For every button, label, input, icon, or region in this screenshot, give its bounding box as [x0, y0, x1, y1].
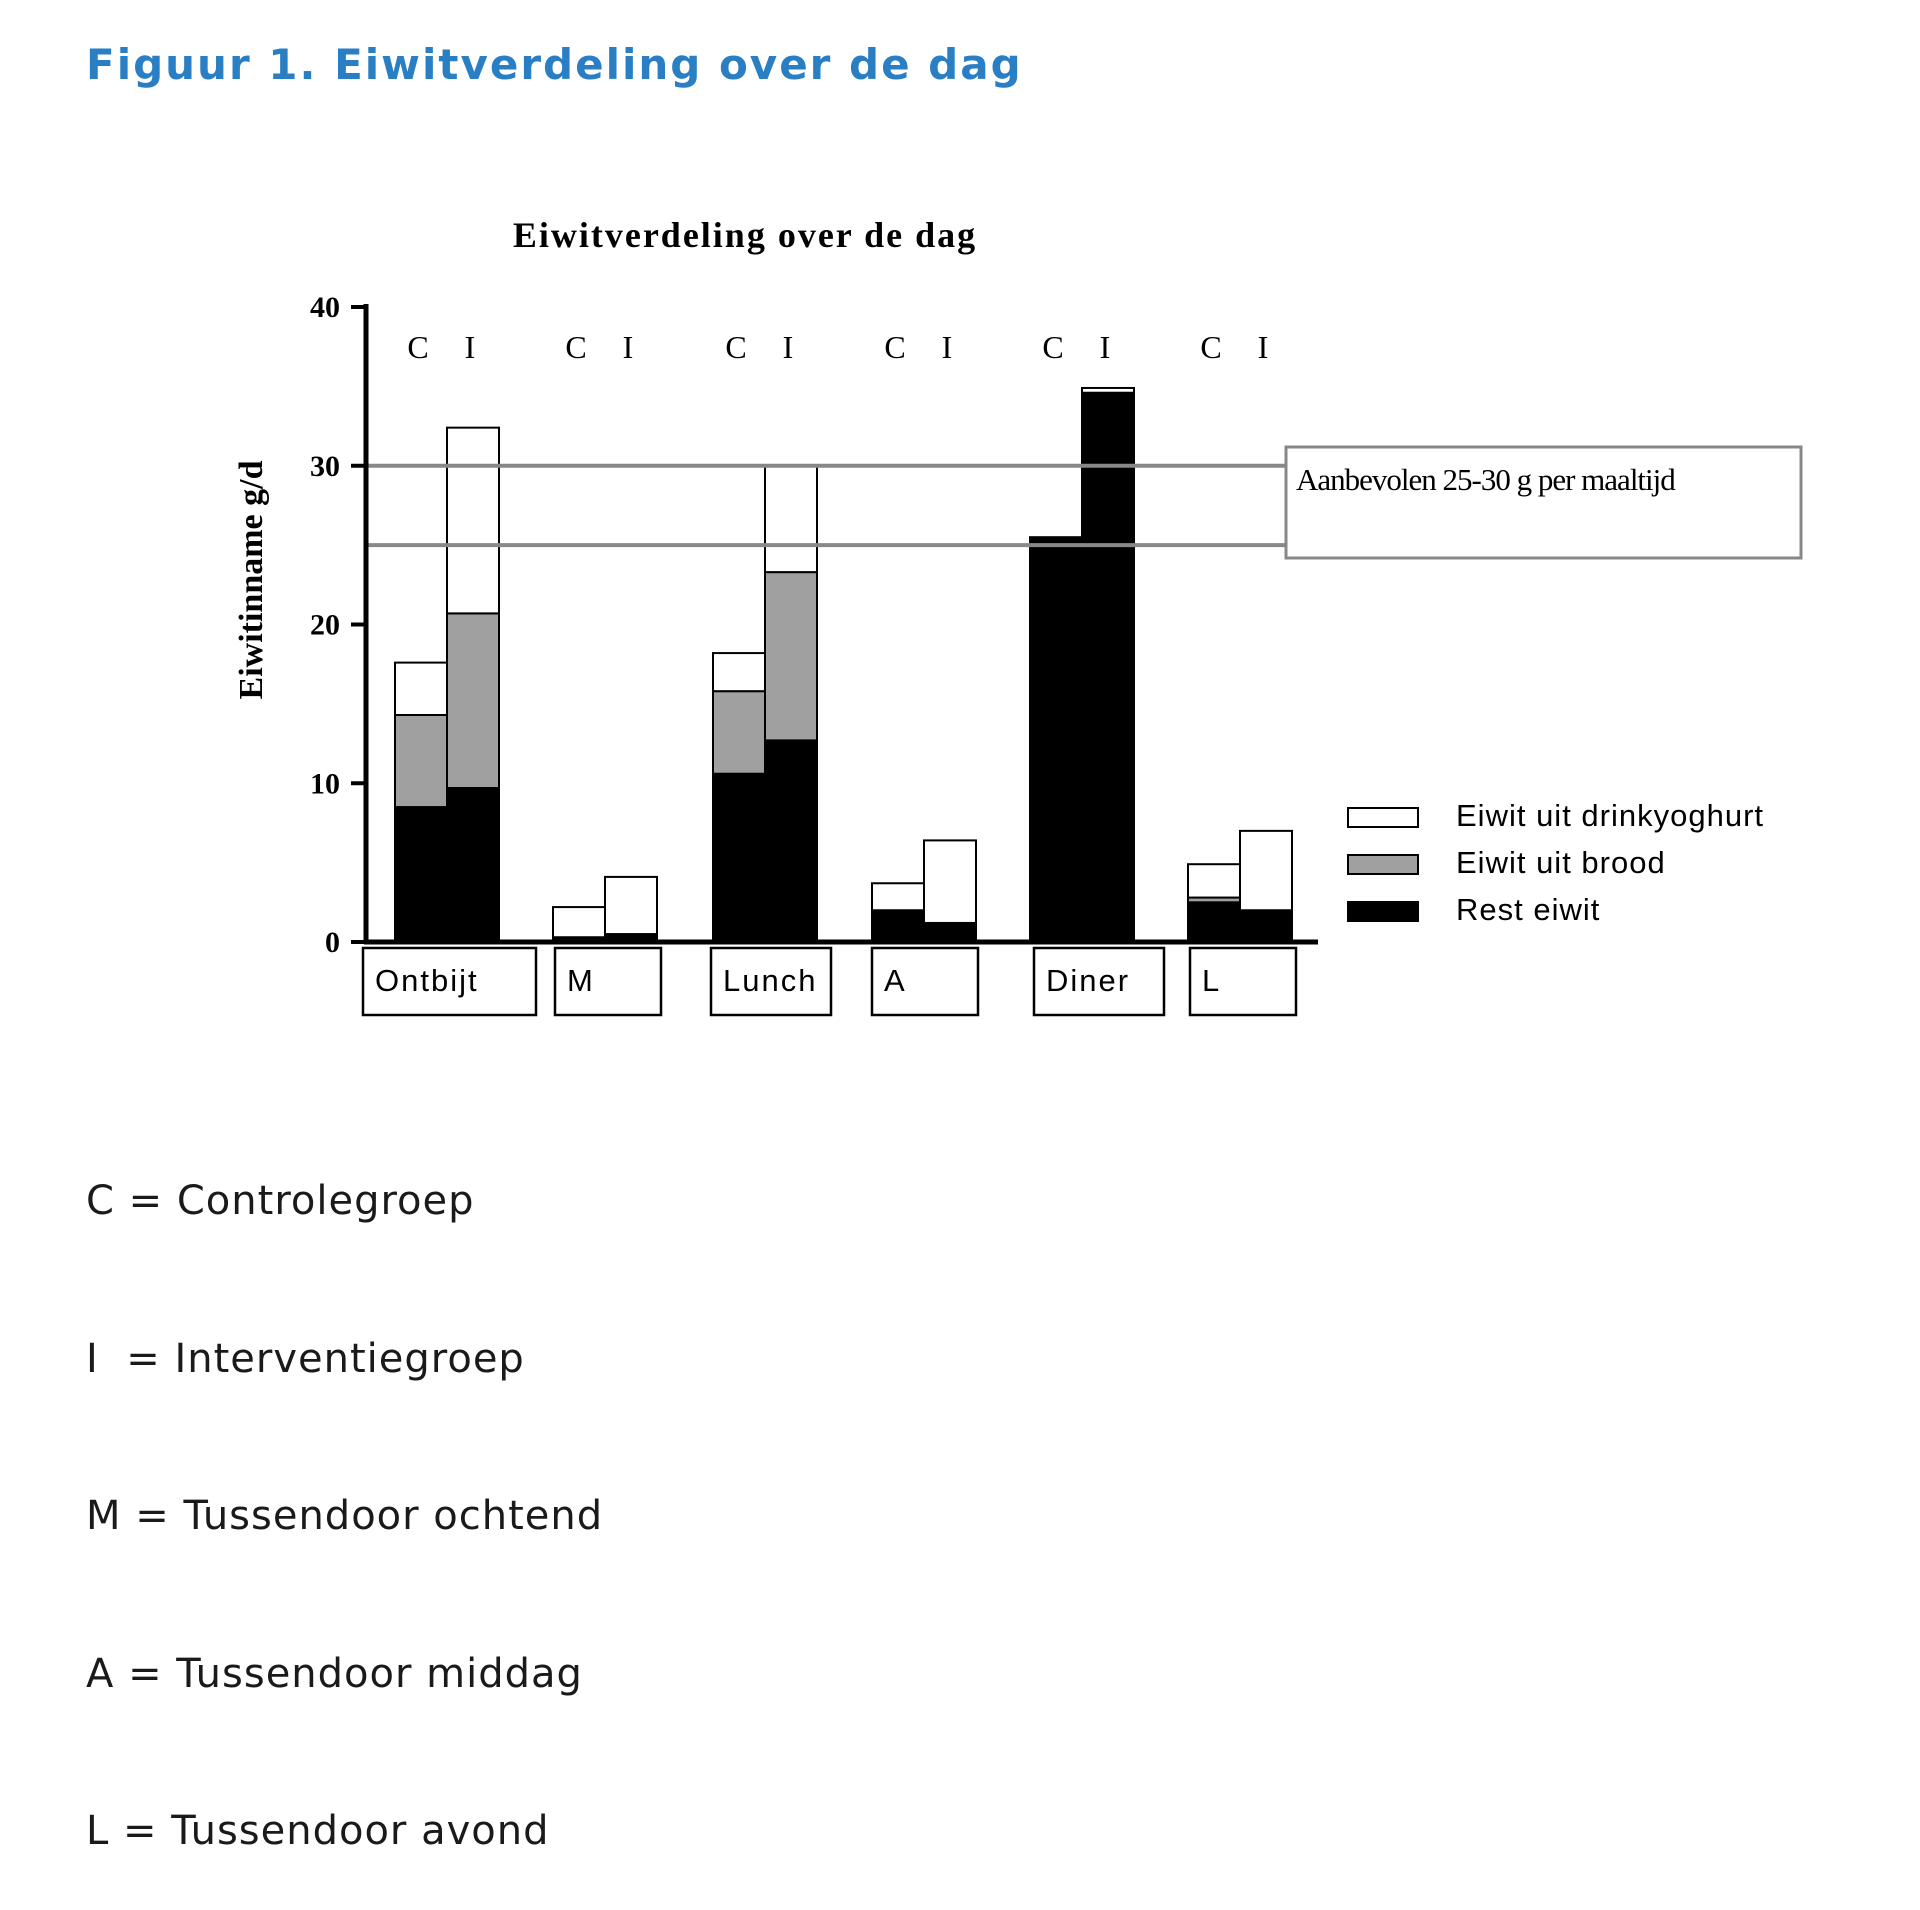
group-label-i: I — [941, 329, 953, 365]
bar-segment-rest-eiwit — [1188, 902, 1240, 942]
bar-segment-rest-eiwit — [1240, 910, 1292, 942]
reference-lines — [366, 466, 1286, 545]
bar-segment-rest-eiwit — [447, 788, 499, 942]
bar-segment-eiwit-uit-drinkyoghurt — [447, 428, 499, 614]
category-label: Ontbijt — [375, 963, 479, 998]
category-label: L — [1202, 963, 1222, 998]
group-label-i: I — [1099, 329, 1111, 365]
y-tick-label: 30 — [310, 449, 340, 483]
category-labels — [363, 948, 1296, 1015]
bar-segment-eiwit-uit-drinkyoghurt — [872, 883, 924, 910]
category-label: M — [567, 963, 595, 998]
axes — [364, 304, 1318, 944]
bar-segment-eiwit-uit-brood — [447, 613, 499, 788]
bar-segment-rest-eiwit — [765, 740, 817, 942]
legend-swatch — [1348, 855, 1418, 874]
footnote-a: A = Tussendoor middag — [86, 1650, 583, 1697]
legend-swatch — [1348, 808, 1418, 827]
legend-label: Rest eiwit — [1456, 892, 1601, 927]
bar-segment-eiwit-uit-drinkyoghurt — [765, 466, 817, 572]
figure-title: Figuur 1. Eiwitverdeling over de dag — [86, 40, 1023, 89]
bar-segment-eiwit-uit-drinkyoghurt — [605, 877, 657, 934]
group-label-c: C — [725, 329, 747, 365]
y-axis — [310, 291, 366, 959]
group-label-i: I — [1257, 329, 1269, 365]
group-label-c: C — [407, 329, 429, 365]
legend-label: Eiwit uit brood — [1456, 845, 1666, 880]
legend-label: Eiwit uit drinkyoghurt — [1456, 798, 1765, 833]
annotation-text: Aanbevolen 25-30 g per maaltijd — [1296, 462, 1675, 497]
y-tick-label: 40 — [310, 291, 340, 324]
bar-segment-eiwit-uit-brood — [713, 691, 765, 774]
bar-segment-rest-eiwit — [1082, 393, 1134, 942]
group-label-i: I — [782, 329, 794, 365]
bar-segment-eiwit-uit-drinkyoghurt — [713, 653, 765, 691]
group-label-i: I — [464, 329, 476, 365]
bar-segment-eiwit-uit-drinkyoghurt — [1188, 864, 1240, 897]
chart-title: Eiwitverdeling over de dag — [512, 215, 978, 255]
group-labels — [407, 329, 1268, 365]
y-axis-label: Eiwitinname g/d — [233, 460, 270, 700]
group-label-c: C — [565, 329, 587, 365]
legend-swatch — [1348, 902, 1418, 921]
legend — [1348, 798, 1764, 927]
group-label-i: I — [622, 329, 634, 365]
bar-segment-rest-eiwit — [872, 910, 924, 942]
footnotes — [86, 1070, 603, 1910]
bar-segment-eiwit-uit-drinkyoghurt — [553, 907, 605, 937]
category-label: Diner — [1046, 963, 1131, 998]
bar-segment-eiwit-uit-drinkyoghurt — [924, 840, 976, 923]
footnote-c: C = Controlegroep — [86, 1178, 475, 1224]
y-tick-label: 0 — [325, 926, 340, 959]
bar-segment-eiwit-uit-brood — [395, 715, 447, 807]
category-label: Lunch — [723, 963, 818, 998]
bar-segment-eiwit-uit-drinkyoghurt — [1240, 831, 1292, 910]
category-label: A — [884, 963, 907, 998]
recommendation-annotation — [1286, 447, 1801, 558]
bar-segment-eiwit-uit-brood — [765, 572, 817, 740]
group-label-c: C — [1042, 329, 1064, 365]
bar-segment-rest-eiwit — [924, 923, 976, 942]
bar-segment-rest-eiwit — [1030, 537, 1082, 942]
footnote-i: I = Interventiegroep — [86, 1335, 525, 1382]
footnote-l: L = Tussendoor avond — [86, 1808, 550, 1854]
footnote-m: M = Tussendoor ochtend — [86, 1493, 604, 1539]
group-label-c: C — [1200, 329, 1222, 365]
y-tick-label: 20 — [310, 608, 340, 642]
y-tick-label: 10 — [310, 767, 340, 801]
bar-segment-rest-eiwit — [395, 807, 447, 942]
bars — [395, 388, 1292, 942]
bar-segment-eiwit-uit-drinkyoghurt — [1082, 388, 1134, 393]
bar-segment-rest-eiwit — [713, 774, 765, 942]
group-label-c: C — [884, 329, 906, 365]
bar-segment-eiwit-uit-drinkyoghurt — [395, 663, 447, 715]
